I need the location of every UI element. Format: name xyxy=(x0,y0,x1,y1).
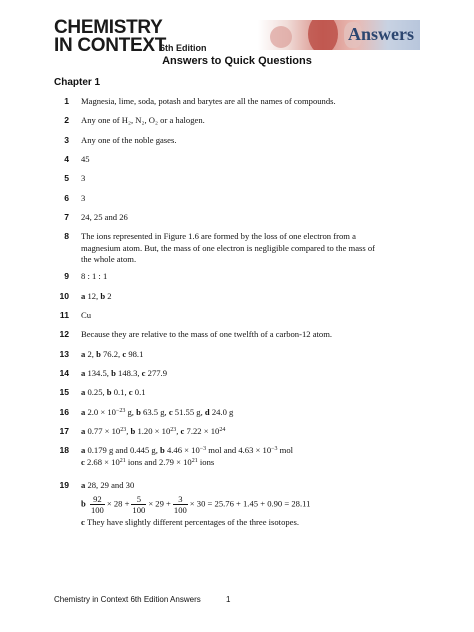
answer-number: 9 xyxy=(64,271,69,281)
part-b: 63.5 g, xyxy=(143,407,167,417)
page-title: Answers to Quick Questions xyxy=(162,55,312,67)
answer-text xyxy=(81,445,424,468)
part-c-unit: ions xyxy=(197,456,215,467)
fraction-numerator: 5 xyxy=(131,494,146,505)
part-b: 76.2, xyxy=(103,349,121,359)
part-c: They have slightly different percentages of the three isotopes. xyxy=(86,516,299,527)
answer-text: a $0.77 \times 10^{23}$, b $1.20 \times 10^{23}$, c $7.22 \times 10^{24}$ xyxy=(81,426,226,436)
answer-number: 14 xyxy=(59,368,69,378)
exponent: 23 xyxy=(170,427,177,433)
answer-number: 2 xyxy=(64,115,69,125)
part-c: 0.1 xyxy=(134,387,146,397)
part-label: b xyxy=(160,445,165,455)
fraction-denominator: 100 xyxy=(173,504,187,515)
answer-item xyxy=(54,480,424,528)
equation-term: × 28 + xyxy=(106,497,130,508)
answer-item xyxy=(54,135,424,147)
part-label: c xyxy=(81,516,85,527)
answer-line xyxy=(81,494,424,515)
part-b: 1.20 × 10 xyxy=(137,426,171,436)
book-logo-line1: CHEMISTRY xyxy=(54,17,163,38)
answer-number: 10 xyxy=(59,291,69,301)
answer-item xyxy=(54,426,424,438)
answer-text: Magnesia, lime, soda, potash and barytes are all the names of compounds. xyxy=(81,96,336,106)
part-b: 2 xyxy=(107,291,112,301)
answer-item xyxy=(54,154,424,166)
answer-item xyxy=(54,212,424,224)
answer-number: 15 xyxy=(59,387,69,397)
part-label: c xyxy=(81,456,85,467)
header-banner xyxy=(258,20,420,50)
part-c-cont: ions and 2.79 × 10 xyxy=(125,456,192,467)
exponent: −3 xyxy=(271,446,278,452)
fraction xyxy=(131,494,146,515)
answer-number: 4 xyxy=(64,154,69,164)
answer-item xyxy=(54,368,424,380)
answer-line xyxy=(81,480,424,492)
part-c: 2.68 × 10 xyxy=(86,456,120,467)
part-label: b xyxy=(111,368,116,378)
answer-text: Any one of the noble gases. xyxy=(81,135,177,145)
fraction-numerator: 3 xyxy=(173,494,188,505)
answer-item xyxy=(54,193,424,205)
chapter-heading: Chapter 1 xyxy=(54,77,101,88)
answer-number: 5 xyxy=(64,173,69,183)
part-label: a xyxy=(81,291,86,301)
answer-text xyxy=(81,349,424,361)
part-label: b xyxy=(106,387,112,397)
part-b-unit: mol xyxy=(277,445,294,455)
answer-number: 19 xyxy=(59,480,69,490)
part-label: d xyxy=(204,407,210,417)
answer-item xyxy=(54,407,424,419)
part-c: 98.1 xyxy=(128,349,144,359)
part-a: 2, xyxy=(87,349,94,359)
answer-item xyxy=(54,291,424,303)
answer-item xyxy=(54,231,424,266)
part-a: 12, xyxy=(87,291,99,301)
fraction xyxy=(173,494,188,515)
exponent: −3 xyxy=(199,446,207,452)
part-a: 28, 29 and 30 xyxy=(87,480,135,490)
answer-item xyxy=(54,349,424,361)
answer-number: 6 xyxy=(64,193,69,203)
part-label: a xyxy=(81,426,86,436)
answer-line: magnesium atom. But, the mass of one electron is negligible compared to the mass of xyxy=(81,242,376,253)
answer-text xyxy=(81,480,424,528)
banner-decoration xyxy=(308,20,338,50)
answer-line xyxy=(81,445,424,457)
answer-item xyxy=(54,115,424,127)
answer-line xyxy=(81,517,424,529)
edition-label: 6th Edition xyxy=(160,43,207,53)
part-b: 0.1, xyxy=(113,387,127,397)
fraction xyxy=(90,494,105,515)
answer-text xyxy=(81,291,424,303)
exponent: −23 xyxy=(115,408,126,414)
part-c: 277.9 xyxy=(147,368,167,378)
answer-item xyxy=(54,96,424,108)
part-b: 4.46 × 10 xyxy=(166,445,200,455)
answer-number: 1 xyxy=(64,96,69,106)
part-a: 2.0 × 10 xyxy=(87,407,116,417)
fraction-numerator: 92 xyxy=(90,494,105,505)
answer-text: 3 xyxy=(81,173,86,183)
answer-text xyxy=(81,231,424,266)
banner-decoration xyxy=(270,26,292,48)
part-label: b xyxy=(100,291,106,301)
answer-number: 12 xyxy=(59,329,69,339)
answer-line: the whole atom. xyxy=(81,254,137,264)
part-label: c xyxy=(180,426,185,436)
part-label: b xyxy=(130,426,136,436)
answer-item xyxy=(54,387,424,399)
answer-item xyxy=(54,310,424,322)
part-b: 148.3, xyxy=(118,368,140,378)
answer-number: 3 xyxy=(64,135,69,145)
part-label: c xyxy=(122,349,127,359)
answer-line: The ions represented in Figure 1.6 are formed by the loss of one electron from a xyxy=(81,231,356,241)
answer-text xyxy=(81,387,424,399)
answer-line xyxy=(81,457,424,469)
exponent: 21 xyxy=(191,457,198,464)
answer-number: 16 xyxy=(59,407,69,417)
part-d: 24.0 g xyxy=(211,407,234,417)
answer-text: 45 xyxy=(81,154,90,164)
exponent: 24 xyxy=(219,427,226,433)
part-b-cont: mol and 4.63 × 10 xyxy=(206,445,272,455)
answer-text: 3 xyxy=(81,193,86,203)
answer-text: Any one of H₂, N₂, O₂ or a halogen. xyxy=(81,115,205,125)
part-label: a xyxy=(81,349,86,359)
answer-text xyxy=(81,407,424,419)
equation-term: × 30 = 25.76 + 1.45 + 0.90 = 28.11 xyxy=(189,497,311,508)
equation-term: × 29 + xyxy=(148,497,171,508)
book-logo-line2: IN CONTEXT xyxy=(54,35,167,56)
part-label: a xyxy=(81,387,86,397)
answer-number: 13 xyxy=(59,349,69,359)
answer-item xyxy=(54,271,424,283)
answer-item xyxy=(54,173,424,185)
answer-text xyxy=(81,368,424,380)
answer-item xyxy=(54,329,424,341)
answer-text: Because they are relative to the mass of one twelfth of a carbon-12 atom. xyxy=(81,329,333,339)
page-footer xyxy=(54,595,231,604)
answer-number: 18 xyxy=(59,445,69,455)
answer-number: 8 xyxy=(64,231,69,241)
banner-title: Answers xyxy=(348,24,414,44)
part-label: c xyxy=(141,368,146,378)
part-c: 51.55 g, xyxy=(174,407,203,417)
part-a-unit: g, xyxy=(125,407,134,417)
page-number: 1 xyxy=(226,595,231,604)
part-a: 0.77 × 10 xyxy=(87,426,121,436)
part-label: b xyxy=(96,349,101,359)
footer-text: Chemistry in Context 6th Edition Answers xyxy=(54,595,201,604)
answer-number: 17 xyxy=(59,426,69,436)
exponent: 23 xyxy=(120,427,127,433)
answer-number: 7 xyxy=(64,212,69,222)
answer-text: 8 : 1 : 1 xyxy=(81,271,108,281)
part-label: c xyxy=(128,387,133,397)
fraction-denominator: 100 xyxy=(132,504,146,515)
exponent: 21 xyxy=(119,457,126,464)
part-label: b xyxy=(81,497,86,508)
page-header xyxy=(0,0,474,56)
answer-text: 24, 25 and 26 xyxy=(81,212,128,222)
part-label: b xyxy=(136,407,141,417)
part-a: 0.179 g and 0.445 g, xyxy=(87,445,158,455)
part-label: a xyxy=(81,368,86,378)
answer-number: 11 xyxy=(59,310,69,320)
part-a: 0.25, xyxy=(87,387,105,397)
part-a: 134.5, xyxy=(87,368,109,378)
answer-text: Cu xyxy=(81,310,92,320)
part-c: 7.22 × 10 xyxy=(186,426,220,436)
fraction-denominator: 100 xyxy=(90,504,104,515)
part-label: a xyxy=(81,407,86,417)
part-label: a xyxy=(81,445,86,455)
part-label: c xyxy=(168,407,173,417)
answer-item xyxy=(54,445,424,468)
part-label: a xyxy=(81,480,86,490)
